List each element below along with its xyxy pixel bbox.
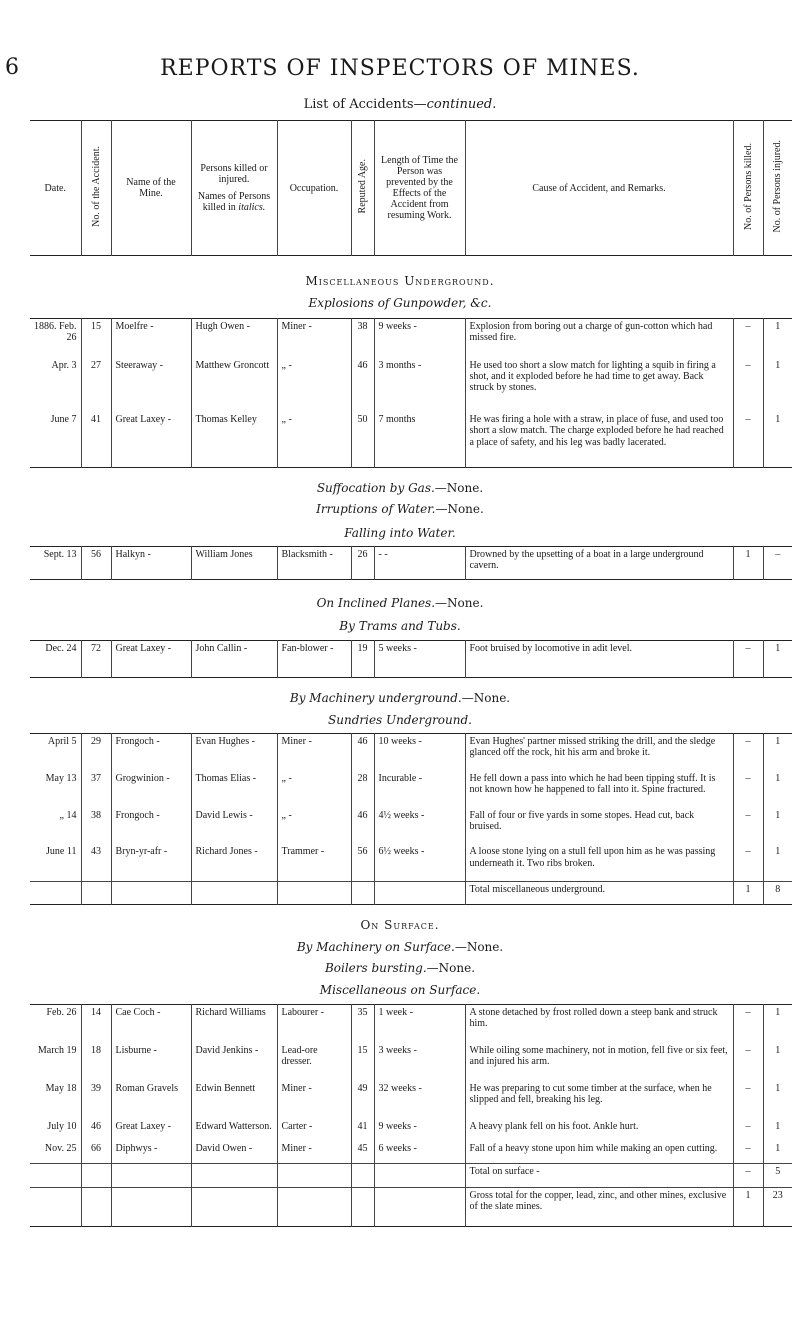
cell-time: 7 months — [374, 412, 465, 467]
cell-killed: – — [733, 358, 763, 413]
cell-age: 46 — [351, 808, 374, 845]
cell-injured: 1 — [763, 358, 792, 413]
cell-no: 56 — [81, 547, 111, 580]
total-killed: – — [733, 1164, 763, 1187]
table-row — [30, 1081, 792, 1119]
header-accident-no: No. of the Accident. — [81, 121, 111, 256]
cell-person: David Owen - — [191, 1141, 277, 1164]
header-persons — [191, 121, 277, 256]
cell-mine: Great Laxey - — [111, 1119, 191, 1141]
cell-time: 10 weeks - — [374, 734, 465, 771]
cell-date: Sept. 13 — [43, 549, 77, 560]
table-row — [30, 1043, 792, 1081]
cell-no: 37 — [81, 771, 111, 808]
cell-no: 43 — [81, 844, 111, 881]
cell-age: 50 — [351, 412, 374, 467]
table-row — [30, 771, 792, 808]
cell-mine: Great Laxey - — [111, 412, 191, 467]
cell-date: May 18 — [45, 1083, 77, 1095]
table-row — [30, 1119, 792, 1141]
header-killed: No. of Persons killed. — [733, 121, 763, 256]
header-occupation: Occupation. — [277, 121, 351, 256]
cell-age: 15 — [351, 1043, 374, 1081]
section-machinery-surface: By Machinery on Surface.—None. — [296, 940, 504, 954]
cell-person: David Lewis - — [191, 808, 277, 845]
surface-table — [30, 1004, 792, 1227]
cell-injured: 1 — [763, 1081, 792, 1119]
cell-mine: Halkyn - — [111, 547, 191, 580]
subtitle-main: List of Accidents — [303, 97, 414, 112]
cell-time: 9 weeks - — [374, 319, 465, 358]
sundries-table — [30, 733, 792, 905]
cell-date: June 11 — [46, 846, 77, 858]
header-persons-note: Names of Persons killed in italics. — [197, 191, 271, 213]
cell-killed: – — [733, 1005, 763, 1044]
cell-person: Hugh Owen - — [191, 319, 277, 358]
cell-age: 56 — [351, 844, 374, 881]
cell-person: Edward Watterson. — [191, 1119, 277, 1141]
cell-date: 1886. Feb. 26 — [34, 321, 77, 344]
header-mine: Name of the Mine. — [111, 121, 191, 256]
cell-occ: Miner - — [277, 734, 351, 771]
cell-cause: Evan Hughes' partner missed striking the drill, and the sledge glanced off the rock, hit his arm and broke it. — [465, 734, 733, 771]
page-subtitle — [0, 97, 800, 112]
cell-date: Feb. 26 — [46, 1007, 77, 1018]
explosions-table — [30, 318, 792, 468]
cell-date: Nov. 25 — [44, 1143, 77, 1155]
cell-cause: A stone detached by frost rolled down a steep bank and struck him. — [465, 1005, 733, 1044]
cell-no: 46 — [81, 1119, 111, 1141]
cell-time: 9 weeks - — [374, 1119, 465, 1141]
cell-date: Dec. 24 — [45, 643, 77, 654]
cell-occ: „ - — [277, 808, 351, 845]
cell-occ: Miner - — [277, 1081, 351, 1119]
cell-time: 5 weeks - — [374, 641, 465, 678]
cell-injured: 1 — [763, 1141, 792, 1164]
cell-killed: – — [733, 319, 763, 358]
cell-person: William Jones — [191, 547, 277, 580]
cell-person: Richard Jones - — [191, 844, 277, 881]
cell-time: 3 weeks - — [374, 1043, 465, 1081]
section-sundries: Sundries Underground. — [328, 713, 472, 727]
cell-time: Incurable - — [374, 771, 465, 808]
cell-killed: – — [733, 844, 763, 881]
cell-time: 6 weeks - — [374, 1141, 465, 1164]
cell-injured: 1 — [763, 808, 792, 845]
cell-age: 45 — [351, 1141, 374, 1164]
table-row — [30, 734, 792, 771]
cell-killed: – — [733, 771, 763, 808]
cell-injured: 1 — [763, 1005, 792, 1044]
section-trams: By Trams and Tubs. — [339, 619, 461, 633]
cell-no: 39 — [81, 1081, 111, 1119]
total-injured: 8 — [763, 882, 792, 905]
cell-cause: A heavy plank fell on his foot. Ankle hurt. — [465, 1119, 733, 1141]
cell-date: „ 14 — [59, 809, 77, 821]
total-label: Total miscellaneous underground. — [465, 882, 733, 905]
cell-injured: 1 — [763, 844, 792, 881]
cell-occ: Miner - — [277, 1141, 351, 1164]
cell-injured: 1 — [763, 319, 792, 358]
header-length: Length of Time the Person was prevented by the Effects of the Accident from resuming Work. — [374, 121, 465, 256]
cell-killed: – — [733, 734, 763, 771]
header-age: Reputed Age. — [351, 121, 374, 256]
trams-table — [30, 640, 792, 678]
cell-mine: Grogwinion - — [111, 771, 191, 808]
cell-age: 49 — [351, 1081, 374, 1119]
cell-no: 18 — [81, 1043, 111, 1081]
cell-date: Apr. 3 — [51, 359, 77, 371]
cell-date: March 19 — [37, 1045, 77, 1057]
header-injured: No. of Persons injured. — [763, 121, 792, 256]
cell-date: April 5 — [47, 736, 77, 747]
cell-injured: 1 — [763, 771, 792, 808]
total-label: Gross total for the copper, lead, zinc, and other mines, exclusive of the slate mines. — [465, 1187, 733, 1227]
cell-occ: Labourer - — [277, 1005, 351, 1044]
cell-no: 29 — [81, 734, 111, 771]
section-suffocation: Suffocation by Gas.—None. — [316, 481, 484, 495]
section-inclined: On Inclined Planes.—None. — [316, 596, 484, 610]
subtitle-continued: —continued. — [413, 97, 497, 112]
total-row — [30, 882, 792, 905]
cell-occ: „ - — [277, 358, 351, 413]
cell-occ: Carter - — [277, 1119, 351, 1141]
table-row — [30, 412, 792, 467]
cell-age: 26 — [351, 547, 374, 580]
gross-total-row — [30, 1187, 792, 1227]
cell-mine: Diphwys - — [111, 1141, 191, 1164]
cell-cause: He was firing a hole with a straw, in place of fuse, and used too short a slow match. The charge exploded before he had reached a place of safety, and his leg was badly lacerated. — [465, 412, 733, 467]
cell-no: 38 — [81, 808, 111, 845]
total-injured: 5 — [763, 1164, 792, 1187]
section-machinery-underground: By Machinery underground.—None. — [289, 691, 511, 705]
cell-killed: – — [733, 1141, 763, 1164]
cell-killed: – — [733, 1081, 763, 1119]
section-surface: On Surface. — [360, 918, 440, 932]
cell-killed: – — [733, 808, 763, 845]
page-heading: REPORTS OF INSPECTORS OF MINES. — [160, 56, 640, 81]
cell-killed: – — [733, 641, 763, 678]
cell-date: July 10 — [47, 1121, 77, 1133]
total-row — [30, 1164, 792, 1187]
cell-injured: 1 — [763, 412, 792, 467]
cell-time: - - — [374, 547, 465, 580]
table-row — [30, 808, 792, 845]
cell-killed: – — [733, 1119, 763, 1141]
cell-mine: Moelfre - — [111, 319, 191, 358]
cell-occ: Blacksmith - — [277, 547, 351, 580]
cell-injured: – — [763, 547, 792, 580]
cell-person: John Callin - — [191, 641, 277, 678]
cell-age: 46 — [351, 358, 374, 413]
header-cause: Cause of Accident, and Remarks. — [465, 121, 733, 256]
cell-mine: Cae Coch - — [111, 1005, 191, 1044]
total-killed: 1 — [733, 882, 763, 905]
cell-occ: „ - — [277, 412, 351, 467]
cell-person: David Jenkins - — [191, 1043, 277, 1081]
cell-mine: Frongoch - — [111, 808, 191, 845]
column-header-table — [30, 120, 792, 256]
cell-time: 6½ weeks - — [374, 844, 465, 881]
cell-time: 3 months - — [374, 358, 465, 413]
cell-killed: 1 — [733, 547, 763, 580]
cell-age: 19 — [351, 641, 374, 678]
cell-age: 28 — [351, 771, 374, 808]
cell-killed: – — [733, 1043, 763, 1081]
table-row — [30, 641, 792, 678]
section-irruptions: Irruptions of Water.—None. — [316, 502, 484, 516]
cell-mine: Roman Gravels — [111, 1081, 191, 1119]
cell-cause: Foot bruised by locomotive in adit level. — [465, 641, 733, 678]
cell-cause: A loose stone lying on a stull fell upon him as he was passing underneath it. Two ribs broken. — [465, 844, 733, 881]
cell-age: 41 — [351, 1119, 374, 1141]
cell-cause: He fell down a pass into which he had been tipping stuff. It is not known how he happened to fall into it. Spine fractured. — [465, 771, 733, 808]
cell-cause: Fall of a heavy stone upon him while making an open cutting. — [465, 1141, 733, 1164]
table-row — [30, 844, 792, 881]
cell-no: 27 — [81, 358, 111, 413]
total-killed: 1 — [733, 1187, 763, 1227]
section-misc-surface: Miscellaneous on Surface. — [319, 983, 481, 997]
cell-age: 35 — [351, 1005, 374, 1044]
cell-person: Matthew Groncott — [191, 358, 277, 413]
cell-no: 72 — [81, 641, 111, 678]
cell-occ: Trammer - — [277, 844, 351, 881]
cell-no: 15 — [81, 319, 111, 358]
cell-time: 32 weeks - — [374, 1081, 465, 1119]
cell-occ: „ - — [277, 771, 351, 808]
table-row — [30, 547, 792, 580]
cell-date: May 13 — [45, 772, 77, 784]
cell-person: Thomas Kelley — [191, 412, 277, 467]
section-falling: Falling into Water. — [344, 526, 456, 540]
cell-person: Edwin Bennett — [191, 1081, 277, 1119]
section-misc-underground: Miscellaneous Underground. — [305, 274, 495, 288]
cell-cause: While oiling some machinery, not in motion, fell five or six feet, and injured his arm. — [465, 1043, 733, 1081]
cell-mine: Frongoch - — [111, 734, 191, 771]
cell-no: 41 — [81, 412, 111, 467]
section-explosions: Explosions of Gunpowder, &c. — [308, 296, 492, 310]
falling-table — [30, 546, 792, 580]
cell-cause: Explosion from boring out a charge of gun-cotton which had missed fire. — [465, 319, 733, 358]
cell-injured: 1 — [763, 1043, 792, 1081]
table-row — [30, 319, 792, 358]
cell-mine: Lisburne - — [111, 1043, 191, 1081]
cell-cause: He was preparing to cut some timber at the surface, when he slipped and fell, breaking his leg. — [465, 1081, 733, 1119]
total-injured: 23 — [763, 1187, 792, 1227]
cell-killed: – — [733, 412, 763, 467]
cell-no: 14 — [81, 1005, 111, 1044]
cell-person: Richard Williams — [191, 1005, 277, 1044]
cell-injured: 1 — [763, 641, 792, 678]
cell-date: June 7 — [50, 414, 77, 426]
cell-mine: Bryn-yr-afr - — [111, 844, 191, 881]
table-row — [30, 1141, 792, 1164]
table-row — [30, 1005, 792, 1044]
cell-time: 1 week - — [374, 1005, 465, 1044]
cell-age: 46 — [351, 734, 374, 771]
table-row — [30, 358, 792, 413]
cell-occ: Miner - — [277, 319, 351, 358]
cell-cause: Fall of four or five yards in some stopes. Head cut, back bruised. — [465, 808, 733, 845]
page-number: 6 — [5, 55, 19, 80]
cell-person: Evan Hughes - — [191, 734, 277, 771]
header-persons-title: Persons killed or injured. — [200, 163, 268, 185]
header-date: Date. — [44, 182, 66, 194]
cell-cause: Drowned by the upsetting of a boat in a large underground cavern. — [465, 547, 733, 580]
cell-injured: 1 — [763, 734, 792, 771]
cell-occ: Lead-ore dresser. — [277, 1043, 351, 1081]
cell-age: 38 — [351, 319, 374, 358]
cell-injured: 1 — [763, 1119, 792, 1141]
cell-occ: Fan-blower - — [277, 641, 351, 678]
cell-person: Thomas Elias - — [191, 771, 277, 808]
cell-no: 66 — [81, 1141, 111, 1164]
section-boilers: Boilers bursting.—None. — [324, 961, 476, 975]
cell-cause: He used too short a slow match for lighting a squib in firing a shot, and it exploded before he had time to get away. Back struck by stones. — [465, 358, 733, 413]
cell-mine: Steeraway - — [111, 358, 191, 413]
cell-mine: Great Laxey - — [111, 641, 191, 678]
cell-time: 4½ weeks - — [374, 808, 465, 845]
total-label: Total on surface - — [465, 1164, 733, 1187]
